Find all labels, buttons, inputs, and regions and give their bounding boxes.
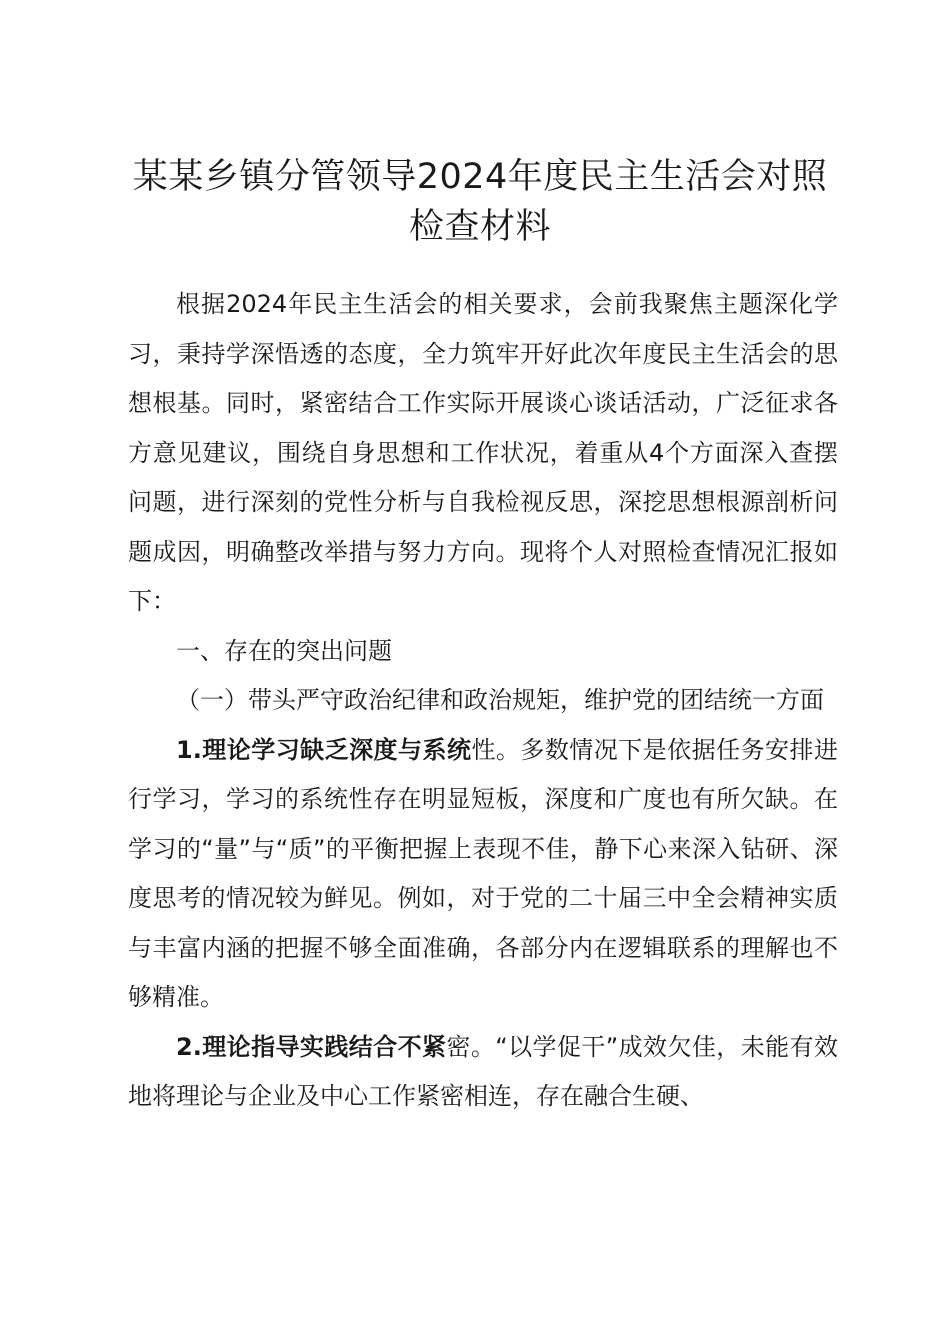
section-heading: 一、存在的突出问题: [176, 636, 392, 665]
problem-item-2: [128, 1023, 838, 1122]
problem-item-1-lead: 1.理论学习缺乏深度与系统: [176, 735, 472, 764]
title-line-2: 检查材料: [408, 207, 551, 247]
problem-item-2-lead: 2.理论指导实践结合不紧: [176, 1032, 447, 1061]
problem-item-1: [128, 726, 838, 1023]
problem-item-2-text: 密。“以学促干”成效欠佳，未能有效地将理论与企业及中心工作紧密相连，存在融合生硬、: [128, 1032, 838, 1110]
subsection-heading: （一）带头严守政治纪律和政治规矩，维护党的团结统一方面: [176, 686, 824, 714]
intro-paragraph: 根据2024年民主生活会的相关要求，会前我聚焦主题深化学习，秉持学深悟透的态度，全力筑牢开好此次年度民主生活会的思想根基。同时，紧密结合工作实际开展谈心谈话活动，广泛征求各方意见建议，围绕自身思想和工作状况，着重从4个方面深入查摆问题，进行深刻的党性分析与自我检视反思，深挖思想根源剖析问题成因，明确整改举措与努力方向。现将个人对照检查情况汇报如下：: [128, 290, 838, 615]
problem-item-1-text: 性。多数情况下是依据任务安排进行学习，学习的系统性存在明显短板，深度和广度也有所欠缺。在学习的“量”与“质”的平衡把握上表现不佳，静下心来深入钻研、深度思考的情况较为鲜见。例如，对于党的二十届三中全会精神实质与丰富内涵的把握不够全面准确，各部分内在逻辑联系的理解也不够精准。: [128, 735, 838, 1011]
title-line-1: 某某乡镇分管领导2024年度民主生活会对照: [132, 157, 828, 197]
document-body: [128, 280, 838, 1122]
document-title: [110, 152, 850, 252]
